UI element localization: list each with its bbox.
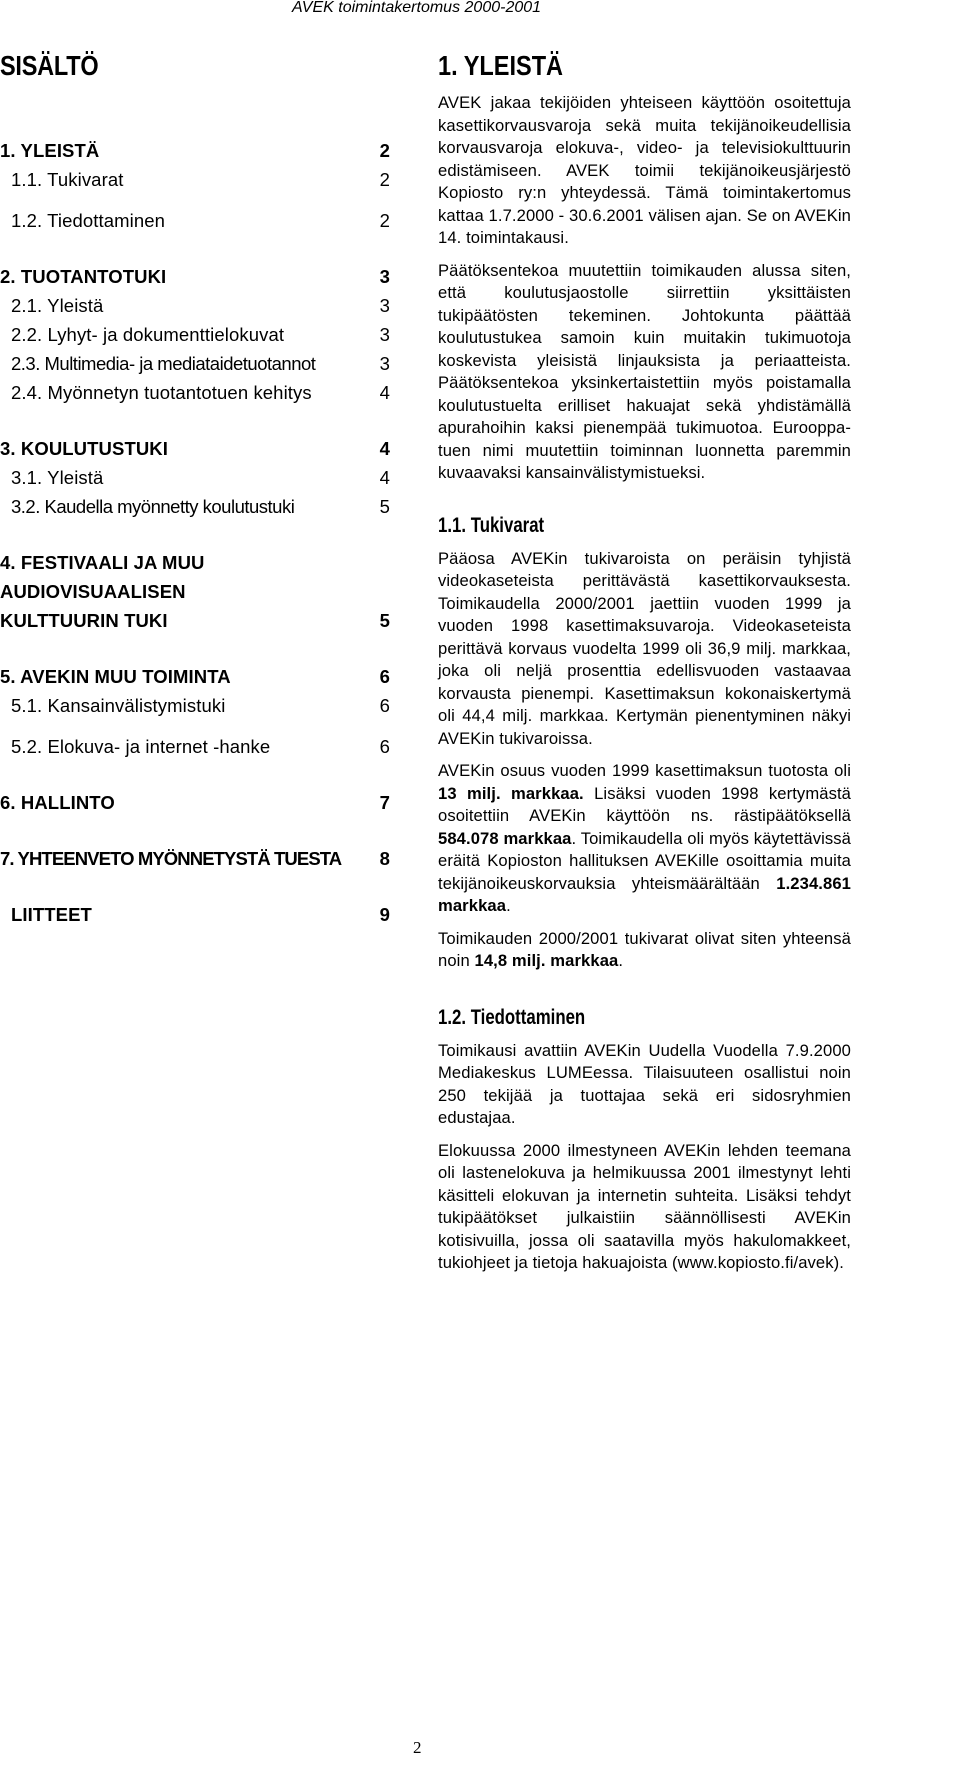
toc-entry-label: 6. HALLINTO (0, 792, 115, 813)
toc-entry (0, 320, 400, 349)
toc-entry-page: 2 (379, 210, 390, 231)
text-run: . (506, 896, 511, 915)
table-of-contents (0, 52, 400, 929)
toc-entry-page: 7 (379, 792, 390, 813)
paragraph: Pääosa AVEKin tukivaroista on peräisin tyhjistä videokaseteista perittävästä kasettikorvauksesta. Toimikaudella 2000/2001 jaettiin vuoden 1999 ja vuoden 1998 kasettimaksuvaroja. Videokaseteista perittävä korvaus vuodelta 1999 oli 36,9 milj. markkaa, joka oli neljä prosenttia edellisvuoden vastaavaa korvausta pienempi. Kasettimaksun kokonaiskertymä oli 44,4 milj. markkaa. Kertymän pienentyminen näkyi AVEKin tukivaroissa. (438, 548, 851, 748)
toc-entry-label: 5.2. Elokuva- ja internet -hanke (11, 736, 271, 757)
toc-entry-label: 5.1. Kansainvälistymistuki (11, 695, 226, 716)
text-run: . Toimikaudella oli myös käytettävissä eräitä Kopioston hallituksen AVEKille osoittamia muita tekijänoikeuskorvauksia yhteismäärältään (438, 828, 852, 893)
toc-entry-page: 3 (379, 266, 390, 287)
toc-entry-label: 5. AVEKIN MUU TOIMINTA (0, 666, 231, 687)
bold-amount: 14,8 milj. markkaa (474, 951, 619, 970)
toc-entry-label: 3. KOULUTUSTUKI (0, 438, 168, 459)
toc-entry (0, 165, 400, 194)
subsection-heading: 1.1. Tukivarat (438, 513, 545, 537)
toc-entry (0, 136, 400, 165)
toc-entry (0, 262, 400, 291)
toc-entry-page: 3 (379, 295, 390, 316)
toc-entry-page: 2 (379, 169, 390, 190)
text-run: Lisäksi vuoden 1998 kertymästä osoitettiin AVEKin käyttöön ns. rästipäätöksellä (438, 783, 852, 825)
toc-entry (0, 492, 400, 521)
toc-entry (0, 788, 400, 817)
toc-entry-page: 9 (379, 904, 390, 925)
toc-entry-label: 3.1. Yleistä (11, 467, 104, 488)
toc-entry-page: 4 (379, 467, 390, 488)
toc-entry-label: 2.4. Myönnetyn tuotantotuen kehitys (11, 382, 312, 403)
toc-entry-label: 1.1. Tukivarat (11, 169, 124, 190)
text-run: . (618, 951, 624, 970)
toc-entry-label: 3.2. Kaudella myönnetty koulutustuki (11, 496, 295, 517)
toc-entry-label: 4. FESTIVAALI JA MUU AUDIOVISUAALISEN KULTTUURIN TUKI (0, 552, 205, 631)
running-header: AVEK toimintakertomus 2000-2001 (292, 0, 542, 16)
toc-entry-page: 8 (379, 848, 390, 869)
toc-entry-page: 6 (379, 695, 390, 716)
bold-amount: 13 milj. markkaa. (438, 783, 584, 803)
toc-entry (0, 691, 400, 720)
toc-entry (0, 291, 400, 320)
toc-entry-label: 2.2. Lyhyt- ja dokumenttielokuvat (11, 324, 285, 345)
toc-entry-page: 3 (379, 324, 390, 345)
toc-entry (0, 378, 400, 407)
toc-entry-page: 3 (379, 353, 390, 374)
section-heading: 1. YLEISTÄ (438, 50, 564, 81)
toc-entry-page: 6 (379, 666, 390, 687)
toc-entry (0, 548, 400, 635)
bold-amount: 584.078 markkaa (438, 828, 572, 848)
toc-entry-label: 2.3. Multimedia- ja mediataidetuotannot (11, 353, 316, 374)
toc-entry-page: 6 (379, 736, 390, 757)
paragraph: Päätöksentekoa muutettiin toimikauden alussa siten, että koulutusjaostolle siirrettiin yksittäisten tukipäätösten tekeminen. Johtokunta päättää koulutustukea samoin kuin muitakin tukimuotoja koskevista yleisistä linjauksista ja periaatteista. Päätöksentekoa yksinkertaistettiin myös poistamalla koulutustuelta erilliset hakuajat sekä yhdistämällä apurahoihin kaksi pienempää tukimuotoa. Eurooppa-tuen nimi muutettiin toiminnan luonnetta paremmin kuvaavaksi kansainvälistymistueksi. (438, 260, 851, 482)
toc-entry (0, 463, 400, 492)
toc-entry-label: 1.2. Tiedottaminen (11, 210, 166, 231)
paragraph (438, 760, 851, 918)
toc-entry (0, 900, 400, 929)
main-text (438, 52, 851, 1275)
toc-entry (0, 434, 400, 463)
toc-entry (0, 732, 400, 761)
bold-amount: 1.234.861 markkaa (438, 873, 851, 915)
text-run: Toimikauden 2000/2001 tukivarat olivat siten yhteensä noin (438, 928, 851, 970)
toc-entry-label: 2.1. Yleistä (11, 295, 104, 316)
toc-entry (0, 844, 400, 873)
text-run: AVEKin osuus vuoden 1999 kasettimaksun tuotosta oli (438, 761, 851, 780)
toc-entry-page: 5 (379, 610, 390, 631)
toc-entry (0, 206, 400, 235)
toc-entry (0, 349, 400, 378)
toc-entry-label: 1. YLEISTÄ (0, 140, 100, 161)
paragraph: AVEK jakaa tekijöiden yhteiseen käyttöön osoitettuja kasettikorvausvaroja sekä muita tekijänoikeudellisia korvausvaroja elokuva-, video- ja televisiokulttuurin edistämiseen. AVEK toimii tekijänoikeusjärjestö Kopiosto ry:n yhteydessä. Tämä toimintakertomus kattaa 1.7.2000 - 30.6.2001 välisen ajan. Se on AVEKin 14. toimintakausi. (438, 93, 851, 247)
page-number: 2 (413, 1738, 422, 1757)
toc-list (0, 136, 400, 929)
toc-entry (0, 662, 400, 691)
toc-entry-label: LIITTEET (11, 904, 92, 925)
toc-entry-page: 4 (379, 382, 390, 403)
paragraph: Toimikausi avattiin AVEKin Uudella Vuodella 7.9.2000 Mediakeskus LUMEessa. Tilaisuuteen osallistui noin 250 tekijää ja tuottajaa sekä eri sidosryhmien edustajaa. (438, 1040, 851, 1127)
paragraph: Elokuussa 2000 ilmestyneen AVEKin lehden teemana oli lastenelokuva ja helmikuussa 2001 ilmestynyt lehti käsitteli elokuvan ja internetin suhteita. Lisäksi tehdyt tukipäätökset julkaistiin säännöllisesti AVEKin kotisivuilla, jossa oli saatavilla myös hakulomakkeet, tukiohjeet ja tietoja hakuajoista (www.kopiosto.fi/avek). (438, 1140, 851, 1272)
paragraph (438, 928, 851, 973)
toc-entry-page: 5 (379, 496, 390, 517)
subsection-heading: 1.2. Tiedottaminen (438, 1005, 586, 1029)
toc-entry-page: 2 (379, 140, 390, 161)
toc-entry-page: 4 (379, 438, 390, 459)
toc-title: SISÄLTÖ (0, 50, 99, 81)
toc-entry-label: 2. TUOTANTOTUKI (0, 266, 167, 287)
toc-entry-label: 7. YHTEENVETO MYÖNNETYSTÄ TUESTA (0, 848, 342, 869)
